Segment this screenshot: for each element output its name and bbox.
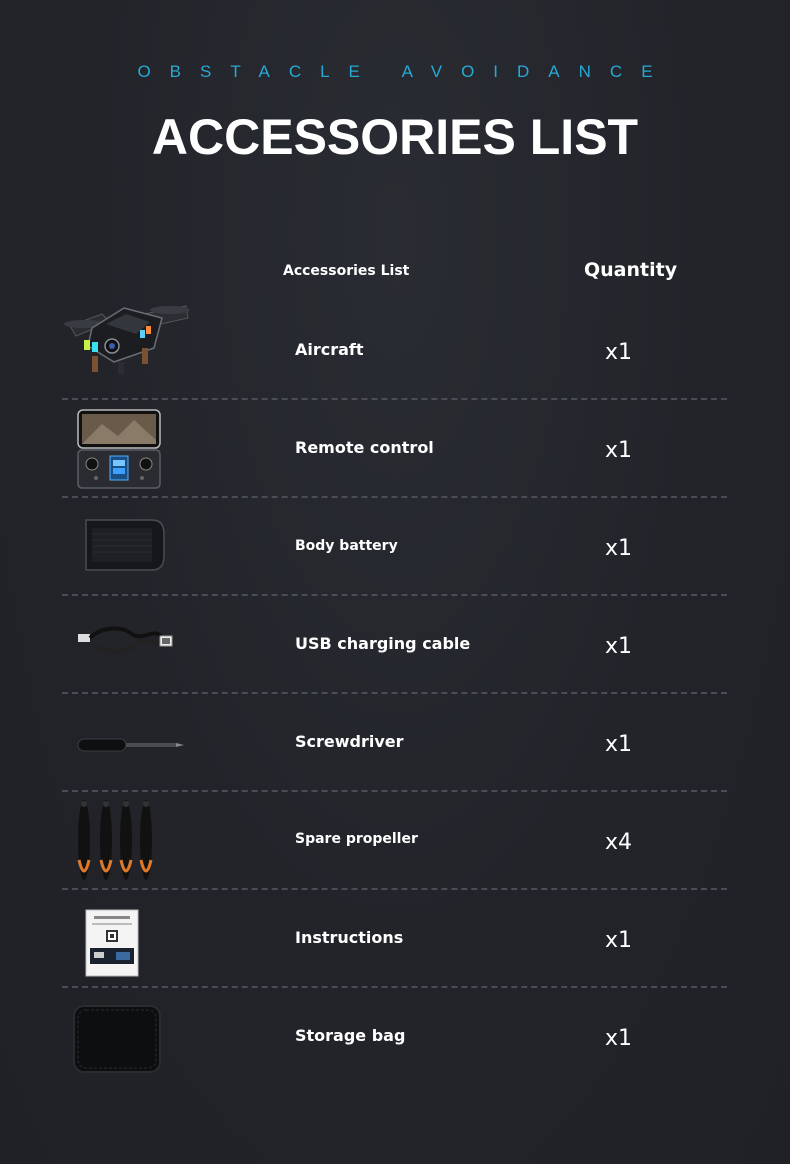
item-quantity: x1 xyxy=(605,928,633,953)
row-divider xyxy=(62,790,727,792)
item-name: Storage bag xyxy=(295,1026,406,1045)
item-quantity: x1 xyxy=(605,340,633,365)
item-name: USB charging cable xyxy=(295,634,471,653)
item-name: Spare propeller xyxy=(295,831,418,847)
page-title: ACCESSORIES LIST xyxy=(151,109,639,165)
item-name: Instructions xyxy=(295,928,404,947)
row-divider xyxy=(62,986,727,988)
list-item xyxy=(62,604,727,702)
list-item xyxy=(62,996,727,1094)
row-divider xyxy=(62,888,727,890)
list-item xyxy=(62,296,727,394)
row-divider xyxy=(62,594,727,596)
usb-cable-icon xyxy=(62,604,192,702)
column-header-accessories: Accessories List xyxy=(283,263,410,279)
list-item xyxy=(62,506,727,604)
screwdriver-icon xyxy=(62,702,192,800)
list-item xyxy=(62,702,727,800)
manual-icon xyxy=(62,898,192,996)
column-header-quantity: Quantity xyxy=(584,259,678,281)
battery-icon xyxy=(62,506,192,604)
row-divider xyxy=(62,398,727,400)
drone-icon xyxy=(62,296,192,394)
list-item xyxy=(62,408,727,506)
item-name: Body battery xyxy=(295,538,398,554)
row-divider xyxy=(62,496,727,498)
remote-control-icon xyxy=(62,408,192,506)
item-name: Aircraft xyxy=(295,340,364,359)
item-quantity: x1 xyxy=(605,536,633,561)
item-quantity: x4 xyxy=(605,830,633,855)
item-name: Remote control xyxy=(295,438,434,457)
list-item xyxy=(62,898,727,996)
item-quantity: x1 xyxy=(605,1026,633,1051)
storage-bag-icon xyxy=(62,996,192,1094)
item-name: Screwdriver xyxy=(295,732,404,751)
list-item xyxy=(62,798,727,896)
propeller-icon xyxy=(62,798,192,896)
eyebrow-heading: OBSTACLE AVOIDANCE xyxy=(137,62,672,81)
item-quantity: x1 xyxy=(605,732,633,757)
row-divider xyxy=(62,692,727,694)
item-quantity: x1 xyxy=(605,438,633,463)
item-quantity: x1 xyxy=(605,634,633,659)
